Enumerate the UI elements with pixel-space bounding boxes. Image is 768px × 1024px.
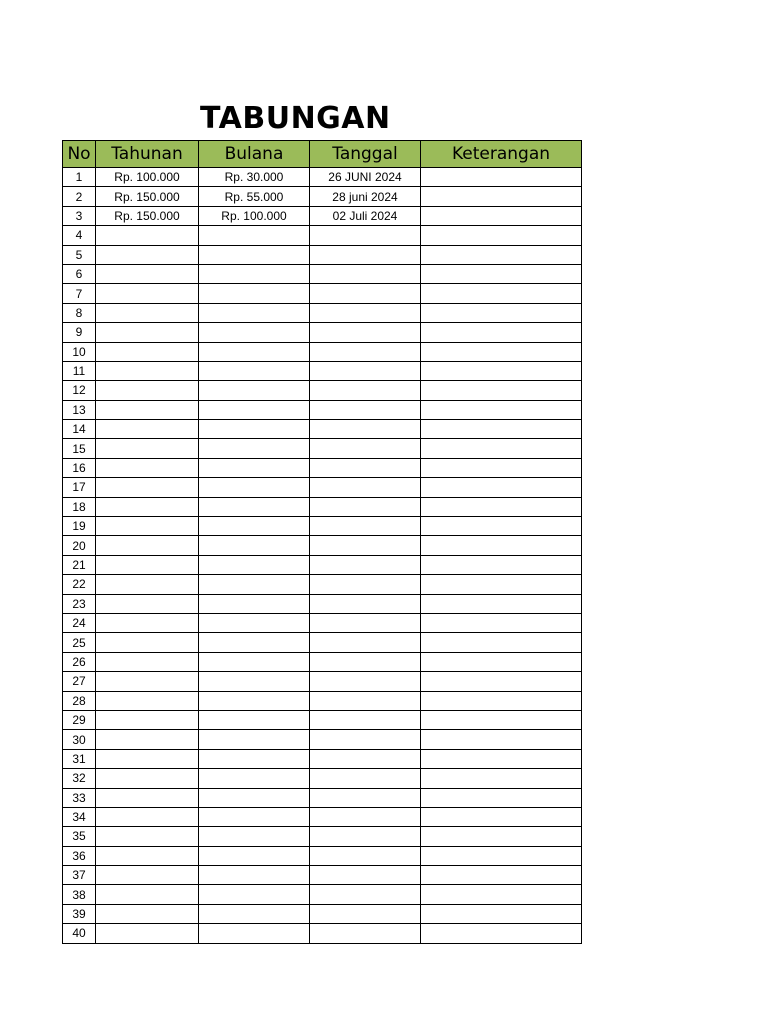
cell-no: 10 bbox=[63, 342, 96, 361]
cell-keterangan bbox=[421, 924, 582, 943]
cell-tahunan bbox=[96, 788, 199, 807]
cell-keterangan bbox=[421, 323, 582, 342]
cell-tanggal bbox=[310, 400, 421, 419]
cell-tahunan bbox=[96, 517, 199, 536]
cell-no: 5 bbox=[63, 245, 96, 264]
cell-bulana bbox=[199, 400, 310, 419]
cell-tahunan bbox=[96, 691, 199, 710]
cell-bulana bbox=[199, 381, 310, 400]
cell-keterangan bbox=[421, 652, 582, 671]
table-row bbox=[63, 613, 582, 632]
cell-tanggal bbox=[310, 458, 421, 477]
table-row bbox=[63, 652, 582, 671]
cell-bulana bbox=[199, 691, 310, 710]
cell-bulana bbox=[199, 866, 310, 885]
cell-tahunan bbox=[96, 613, 199, 632]
cell-keterangan bbox=[421, 866, 582, 885]
cell-keterangan bbox=[421, 788, 582, 807]
cell-tanggal bbox=[310, 303, 421, 322]
savings-table bbox=[62, 140, 582, 944]
table-row bbox=[63, 187, 582, 206]
cell-no: 22 bbox=[63, 575, 96, 594]
cell-bulana: Rp. 100.000 bbox=[199, 206, 310, 225]
cell-tahunan bbox=[96, 400, 199, 419]
table-row bbox=[63, 710, 582, 729]
cell-bulana bbox=[199, 924, 310, 943]
cell-no: 40 bbox=[63, 924, 96, 943]
cell-keterangan bbox=[421, 420, 582, 439]
cell-no: 3 bbox=[63, 206, 96, 225]
cell-no: 1 bbox=[63, 168, 96, 187]
table-row bbox=[63, 691, 582, 710]
cell-keterangan bbox=[421, 594, 582, 613]
cell-keterangan bbox=[421, 245, 582, 264]
table-row bbox=[63, 904, 582, 923]
cell-tahunan bbox=[96, 633, 199, 652]
cell-bulana bbox=[199, 517, 310, 536]
cell-tanggal bbox=[310, 827, 421, 846]
cell-tahunan bbox=[96, 497, 199, 516]
cell-tahunan: Rp. 100.000 bbox=[96, 168, 199, 187]
cell-tahunan bbox=[96, 594, 199, 613]
cell-tahunan bbox=[96, 904, 199, 923]
cell-tanggal bbox=[310, 536, 421, 555]
table-row bbox=[63, 439, 582, 458]
table-row bbox=[63, 788, 582, 807]
cell-keterangan bbox=[421, 827, 582, 846]
cell-no: 16 bbox=[63, 458, 96, 477]
table-row bbox=[63, 458, 582, 477]
cell-bulana bbox=[199, 613, 310, 632]
table-row bbox=[63, 866, 582, 885]
cell-tanggal bbox=[310, 613, 421, 632]
cell-bulana: Rp. 30.000 bbox=[199, 168, 310, 187]
table-row bbox=[63, 400, 582, 419]
cell-keterangan bbox=[421, 846, 582, 865]
cell-keterangan bbox=[421, 187, 582, 206]
cell-bulana bbox=[199, 885, 310, 904]
cell-keterangan bbox=[421, 710, 582, 729]
cell-tanggal bbox=[310, 555, 421, 574]
table-row bbox=[63, 381, 582, 400]
cell-keterangan bbox=[421, 885, 582, 904]
cell-bulana bbox=[199, 420, 310, 439]
table-row bbox=[63, 575, 582, 594]
cell-keterangan bbox=[421, 303, 582, 322]
cell-keterangan bbox=[421, 749, 582, 768]
cell-no: 20 bbox=[63, 536, 96, 555]
cell-tahunan bbox=[96, 769, 199, 788]
cell-tanggal bbox=[310, 439, 421, 458]
column-header-no: No bbox=[63, 141, 96, 168]
cell-bulana bbox=[199, 672, 310, 691]
table-row bbox=[63, 594, 582, 613]
cell-tanggal: 02 Juli 2024 bbox=[310, 206, 421, 225]
cell-no: 30 bbox=[63, 730, 96, 749]
cell-tanggal bbox=[310, 323, 421, 342]
cell-tanggal bbox=[310, 904, 421, 923]
cell-bulana: Rp. 55.000 bbox=[199, 187, 310, 206]
cell-bulana bbox=[199, 730, 310, 749]
cell-keterangan bbox=[421, 575, 582, 594]
cell-tanggal bbox=[310, 691, 421, 710]
cell-no: 4 bbox=[63, 226, 96, 245]
cell-no: 12 bbox=[63, 381, 96, 400]
cell-keterangan bbox=[421, 226, 582, 245]
cell-tanggal bbox=[310, 342, 421, 361]
cell-no: 13 bbox=[63, 400, 96, 419]
cell-bulana bbox=[199, 594, 310, 613]
cell-bulana bbox=[199, 788, 310, 807]
cell-bulana bbox=[199, 633, 310, 652]
table-row bbox=[63, 517, 582, 536]
cell-bulana bbox=[199, 284, 310, 303]
cell-no: 18 bbox=[63, 497, 96, 516]
cell-no: 26 bbox=[63, 652, 96, 671]
cell-bulana bbox=[199, 710, 310, 729]
cell-tanggal bbox=[310, 517, 421, 536]
table-row bbox=[63, 361, 582, 380]
table-row bbox=[63, 536, 582, 555]
cell-tanggal bbox=[310, 749, 421, 768]
cell-no: 27 bbox=[63, 672, 96, 691]
cell-bulana bbox=[199, 846, 310, 865]
table-row bbox=[63, 672, 582, 691]
cell-bulana bbox=[199, 458, 310, 477]
cell-no: 23 bbox=[63, 594, 96, 613]
cell-no: 29 bbox=[63, 710, 96, 729]
cell-keterangan bbox=[421, 400, 582, 419]
cell-no: 28 bbox=[63, 691, 96, 710]
page-title: TABUNGAN bbox=[200, 101, 391, 136]
cell-bulana bbox=[199, 652, 310, 671]
cell-keterangan bbox=[421, 555, 582, 574]
column-header-keterangan: Keterangan bbox=[421, 141, 582, 168]
table-row bbox=[63, 885, 582, 904]
cell-no: 32 bbox=[63, 769, 96, 788]
column-header-tanggal: Tanggal bbox=[310, 141, 421, 168]
cell-tahunan bbox=[96, 710, 199, 729]
cell-bulana bbox=[199, 575, 310, 594]
cell-tahunan bbox=[96, 323, 199, 342]
cell-tahunan: Rp. 150.000 bbox=[96, 187, 199, 206]
cell-keterangan bbox=[421, 439, 582, 458]
cell-tanggal bbox=[310, 226, 421, 245]
cell-tanggal bbox=[310, 478, 421, 497]
cell-no: 37 bbox=[63, 866, 96, 885]
cell-tanggal bbox=[310, 788, 421, 807]
cell-tahunan bbox=[96, 536, 199, 555]
cell-no: 14 bbox=[63, 420, 96, 439]
table-row bbox=[63, 924, 582, 943]
cell-no: 9 bbox=[63, 323, 96, 342]
table-row bbox=[63, 226, 582, 245]
table-row bbox=[63, 245, 582, 264]
cell-keterangan bbox=[421, 691, 582, 710]
table-row bbox=[63, 264, 582, 283]
cell-tahunan bbox=[96, 420, 199, 439]
cell-no: 31 bbox=[63, 749, 96, 768]
cell-bulana bbox=[199, 264, 310, 283]
cell-bulana bbox=[199, 827, 310, 846]
cell-no: 25 bbox=[63, 633, 96, 652]
column-header-bulana: Bulana bbox=[199, 141, 310, 168]
cell-tahunan bbox=[96, 730, 199, 749]
table-row bbox=[63, 284, 582, 303]
cell-keterangan bbox=[421, 807, 582, 826]
cell-tahunan bbox=[96, 342, 199, 361]
cell-no: 11 bbox=[63, 361, 96, 380]
cell-tahunan bbox=[96, 652, 199, 671]
cell-tahunan bbox=[96, 478, 199, 497]
cell-tanggal bbox=[310, 594, 421, 613]
table-row bbox=[63, 420, 582, 439]
cell-no: 8 bbox=[63, 303, 96, 322]
table-row bbox=[63, 478, 582, 497]
cell-tahunan bbox=[96, 245, 199, 264]
table-row bbox=[63, 497, 582, 516]
cell-tahunan bbox=[96, 866, 199, 885]
cell-tanggal bbox=[310, 420, 421, 439]
cell-keterangan bbox=[421, 264, 582, 283]
cell-no: 33 bbox=[63, 788, 96, 807]
cell-no: 36 bbox=[63, 846, 96, 865]
cell-keterangan bbox=[421, 904, 582, 923]
cell-tahunan bbox=[96, 575, 199, 594]
cell-tahunan bbox=[96, 361, 199, 380]
cell-tanggal bbox=[310, 885, 421, 904]
cell-tahunan bbox=[96, 226, 199, 245]
cell-no: 34 bbox=[63, 807, 96, 826]
cell-tahunan bbox=[96, 381, 199, 400]
cell-tahunan bbox=[96, 284, 199, 303]
cell-bulana bbox=[199, 226, 310, 245]
cell-tahunan bbox=[96, 555, 199, 574]
cell-tanggal bbox=[310, 769, 421, 788]
cell-tahunan bbox=[96, 924, 199, 943]
cell-tanggal bbox=[310, 672, 421, 691]
cell-tanggal bbox=[310, 846, 421, 865]
cell-tanggal bbox=[310, 284, 421, 303]
cell-bulana bbox=[199, 342, 310, 361]
cell-keterangan bbox=[421, 517, 582, 536]
cell-keterangan bbox=[421, 672, 582, 691]
table-row bbox=[63, 206, 582, 225]
table-row bbox=[63, 846, 582, 865]
table-row bbox=[63, 807, 582, 826]
cell-keterangan bbox=[421, 168, 582, 187]
cell-bulana bbox=[199, 497, 310, 516]
cell-no: 2 bbox=[63, 187, 96, 206]
cell-tahunan bbox=[96, 303, 199, 322]
cell-tahunan bbox=[96, 846, 199, 865]
cell-no: 17 bbox=[63, 478, 96, 497]
table-row bbox=[63, 168, 582, 187]
cell-tanggal bbox=[310, 710, 421, 729]
cell-tahunan bbox=[96, 807, 199, 826]
cell-keterangan bbox=[421, 381, 582, 400]
cell-bulana bbox=[199, 536, 310, 555]
cell-tahunan bbox=[96, 672, 199, 691]
cell-keterangan bbox=[421, 478, 582, 497]
table-row bbox=[63, 730, 582, 749]
table-body bbox=[63, 168, 582, 944]
cell-keterangan bbox=[421, 206, 582, 225]
cell-keterangan bbox=[421, 284, 582, 303]
cell-keterangan bbox=[421, 613, 582, 632]
cell-bulana bbox=[199, 904, 310, 923]
cell-tahunan: Rp. 150.000 bbox=[96, 206, 199, 225]
cell-tahunan bbox=[96, 827, 199, 846]
cell-tanggal bbox=[310, 633, 421, 652]
cell-tanggal bbox=[310, 497, 421, 516]
cell-keterangan bbox=[421, 730, 582, 749]
cell-no: 6 bbox=[63, 264, 96, 283]
cell-tahunan bbox=[96, 264, 199, 283]
cell-no: 35 bbox=[63, 827, 96, 846]
cell-keterangan bbox=[421, 342, 582, 361]
cell-bulana bbox=[199, 555, 310, 574]
cell-bulana bbox=[199, 807, 310, 826]
cell-tanggal bbox=[310, 652, 421, 671]
table-row bbox=[63, 769, 582, 788]
cell-tanggal bbox=[310, 924, 421, 943]
cell-no: 7 bbox=[63, 284, 96, 303]
table-row bbox=[63, 749, 582, 768]
cell-bulana bbox=[199, 245, 310, 264]
cell-keterangan bbox=[421, 458, 582, 477]
cell-bulana bbox=[199, 478, 310, 497]
cell-tahunan bbox=[96, 885, 199, 904]
cell-tanggal bbox=[310, 361, 421, 380]
cell-no: 38 bbox=[63, 885, 96, 904]
cell-tanggal bbox=[310, 730, 421, 749]
cell-tahunan bbox=[96, 439, 199, 458]
cell-tanggal bbox=[310, 866, 421, 885]
table-row bbox=[63, 555, 582, 574]
cell-bulana bbox=[199, 769, 310, 788]
cell-bulana bbox=[199, 361, 310, 380]
cell-keterangan bbox=[421, 497, 582, 516]
table-row bbox=[63, 323, 582, 342]
cell-bulana bbox=[199, 323, 310, 342]
cell-no: 39 bbox=[63, 904, 96, 923]
cell-no: 24 bbox=[63, 613, 96, 632]
table-row bbox=[63, 303, 582, 322]
cell-tanggal bbox=[310, 245, 421, 264]
column-header-tahunan: Tahunan bbox=[96, 141, 199, 168]
cell-tahunan bbox=[96, 458, 199, 477]
cell-tanggal bbox=[310, 381, 421, 400]
cell-tanggal: 26 JUNI 2024 bbox=[310, 168, 421, 187]
cell-bulana bbox=[199, 439, 310, 458]
cell-keterangan bbox=[421, 633, 582, 652]
cell-bulana bbox=[199, 303, 310, 322]
cell-no: 15 bbox=[63, 439, 96, 458]
cell-no: 19 bbox=[63, 517, 96, 536]
cell-tahunan bbox=[96, 749, 199, 768]
cell-tanggal bbox=[310, 264, 421, 283]
cell-keterangan bbox=[421, 536, 582, 555]
cell-keterangan bbox=[421, 361, 582, 380]
cell-tanggal: 28 juni 2024 bbox=[310, 187, 421, 206]
table-row bbox=[63, 633, 582, 652]
table-row bbox=[63, 827, 582, 846]
cell-keterangan bbox=[421, 769, 582, 788]
header-row bbox=[63, 141, 582, 168]
cell-tanggal bbox=[310, 575, 421, 594]
table-row bbox=[63, 342, 582, 361]
cell-no: 21 bbox=[63, 555, 96, 574]
cell-bulana bbox=[199, 749, 310, 768]
cell-tanggal bbox=[310, 807, 421, 826]
